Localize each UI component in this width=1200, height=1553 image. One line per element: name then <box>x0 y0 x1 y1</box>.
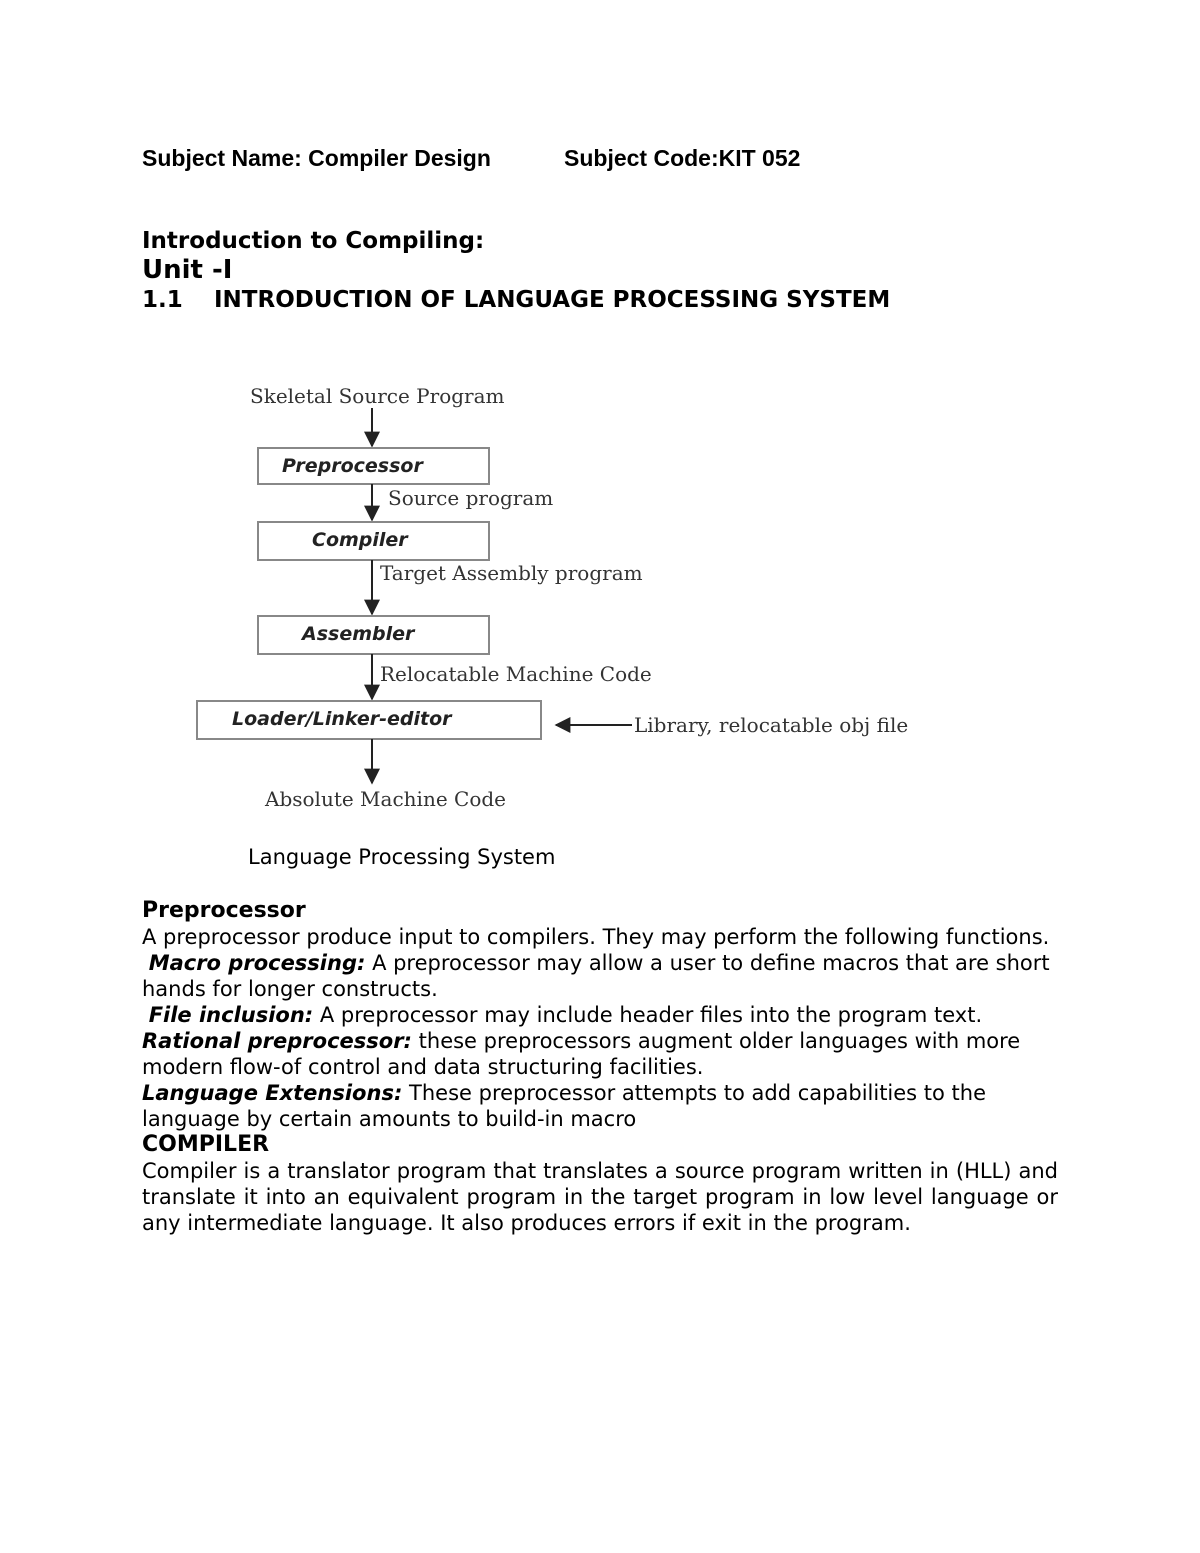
edge-label-source: Source program <box>388 486 554 510</box>
term-file-inclusion: File inclusion: <box>148 1003 314 1027</box>
text-extensions: These preprocessor attempts to add capabilities to the language by certain amounts to build-in macro <box>142 1081 987 1131</box>
section-title: INTRODUCTION OF LANGUAGE PROCESSING SYSTEM <box>214 287 891 313</box>
compiler-heading: COMPILER <box>142 1132 270 1157</box>
preprocessor-item-rational <box>142 1028 1058 1080</box>
subject-name: Subject Name: Compiler Design <box>142 145 491 171</box>
unit-title: Unit -I <box>142 255 233 285</box>
preprocessor-heading: Preprocessor <box>142 898 306 923</box>
preprocessor-intro: A preprocessor produce input to compilers. They may perform the following functions. <box>142 925 1050 949</box>
intro-title: Introduction to Compiling: <box>142 228 485 254</box>
box-preprocessor-label: Preprocessor <box>282 455 423 477</box>
box-compiler-label: Compiler <box>312 529 408 551</box>
preprocessor-item-file <box>142 1002 1058 1028</box>
diagram-caption: Language Processing System <box>248 845 556 869</box>
section-heading <box>142 287 890 313</box>
term-extensions: Language Extensions: <box>142 1081 403 1105</box>
text-macro: A preprocessor may allow a user to define macros that are short hands for longer constructs. <box>142 951 1050 1001</box>
term-macro: Macro processing: <box>148 951 366 975</box>
subject-code: Subject Code:KIT 052 <box>564 145 801 171</box>
language-processing-diagram <box>0 370 1200 830</box>
box-assembler-label: Assembler <box>302 623 415 645</box>
diagram-input-label: Skeletal Source Program <box>250 384 505 408</box>
box-loader-linker-label: Loader/Linker-editor <box>232 708 452 730</box>
body-text <box>142 898 1058 1236</box>
term-rational: Rational preprocessor: <box>142 1029 412 1053</box>
edge-label-relocatable: Relocatable Machine Code <box>380 662 652 686</box>
compiler-text: Compiler is a translator program that translates a source program written in (HLL) and translate it into an equivalent program in the target program in low level language or any intermediate language. It also produces errors if exit in the program. <box>142 1159 1058 1235</box>
preprocessor-item-extensions <box>142 1080 1058 1132</box>
section-number: 1.1 <box>142 287 183 313</box>
text-file-inclusion: A preprocessor may include header files into the program text. <box>313 1003 983 1027</box>
side-input-label: Library, relocatable obj file <box>634 713 909 737</box>
preprocessor-item-macro <box>142 950 1058 1002</box>
text-rational: these preprocessors augment older languages with more modern flow-of control and data structuring facilities. <box>142 1029 1021 1079</box>
edge-label-target-assembly: Target Assembly program <box>380 561 643 585</box>
diagram-output-label: Absolute Machine Code <box>265 787 506 811</box>
